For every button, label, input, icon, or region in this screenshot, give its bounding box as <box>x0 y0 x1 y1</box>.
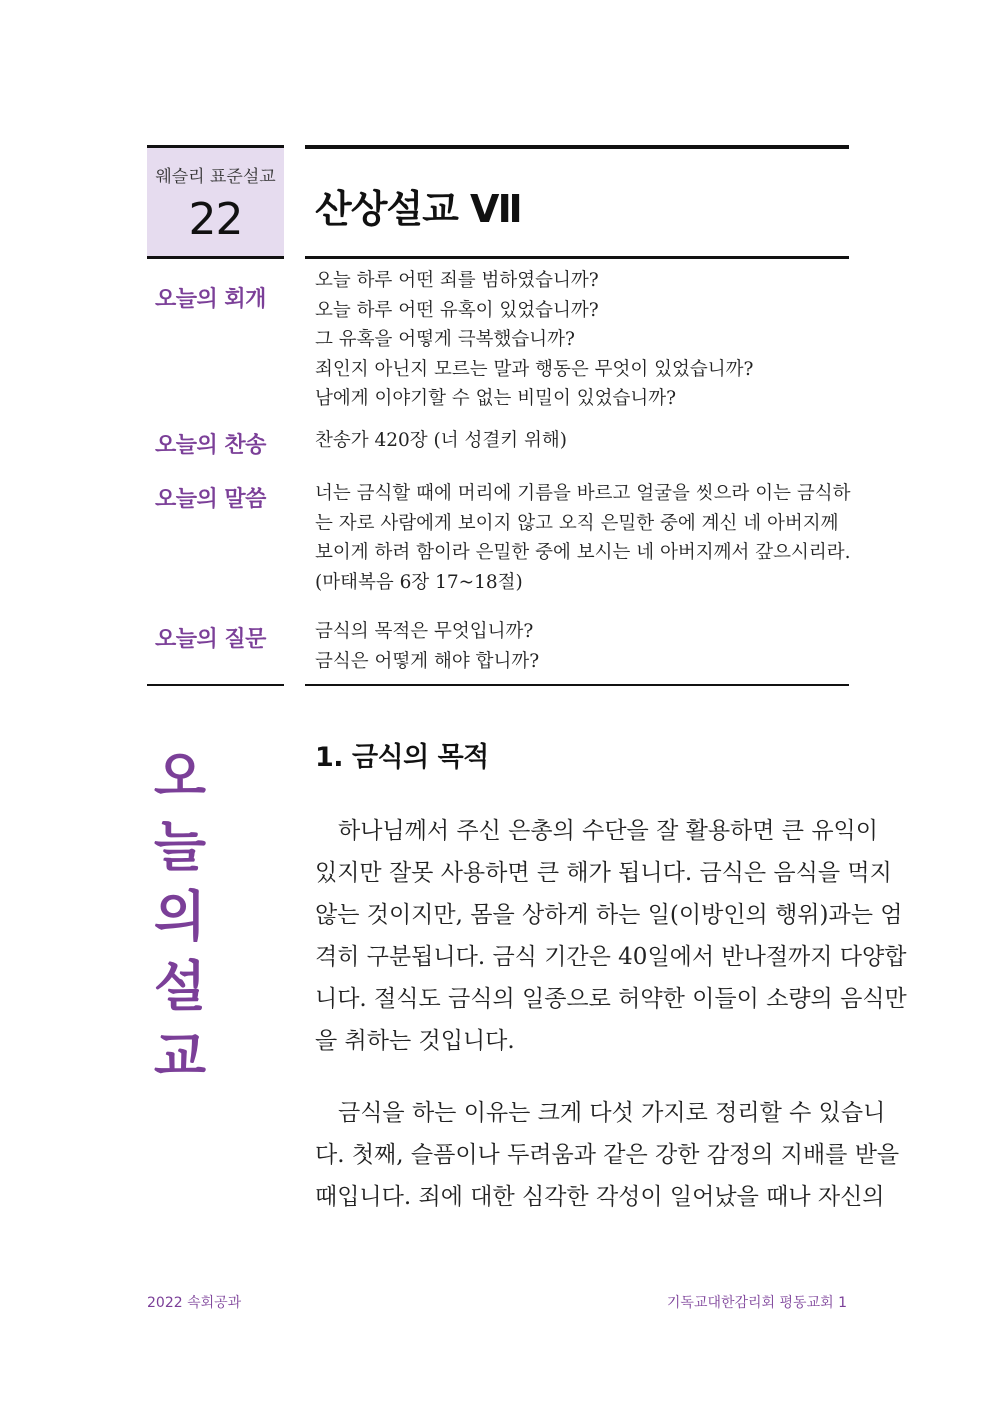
paragraph-line: 다. 첫째, 슬픔이나 두려움과 같은 강한 감정의 지배를 받을 <box>315 1142 900 1168</box>
series-number: 22 <box>188 194 243 245</box>
paragraph-line: 을 취하는 것입니다. <box>315 1028 515 1054</box>
page-title: 산상설교 Ⅶ <box>315 187 522 231</box>
paragraph-line: 하나님께서 주신 은총의 수단을 잘 활용하면 큰 유익이 <box>315 818 878 844</box>
series-label: 웨슬리 표준설교 <box>155 167 276 187</box>
header-rule-top <box>305 145 849 149</box>
word-line: (마태복음 6장 17~18절) <box>315 571 523 593</box>
vertical-title-char: 설 <box>153 955 207 1018</box>
hymn-text: 찬송가 420장 (너 성결키 위해) <box>315 430 567 451</box>
series-box <box>147 145 284 257</box>
header-rule-bottom <box>147 256 849 259</box>
word-line: 너는 금식할 때에 머리에 기름을 바르고 얼굴을 씻으라 이는 금식하 <box>315 483 851 504</box>
paragraph-line: 금식을 하는 이유는 크게 다섯 가지로 정리할 수 있습니 <box>315 1100 886 1126</box>
section-body-word <box>315 479 850 597</box>
footer-right: 기독교대한감리회 평동교회 1 <box>666 1295 847 1311</box>
repentance-line: 죄인지 아닌지 모르는 말과 행동은 무엇이 있었습니까? <box>315 358 754 380</box>
repentance-line: 오늘 하루 어떤 죄를 범하였습니까? <box>315 270 599 291</box>
word-line: 는 자로 사람에게 보이지 않고 오직 은밀한 중에 계신 네 아버지께 <box>315 512 839 534</box>
section-heading: 1. 금식의 목적 <box>315 742 489 773</box>
paragraph-1 <box>315 810 907 1062</box>
paragraph-line: 않는 것이지만, 몸을 상하게 하는 일(이방인의 행위)과는 엄 <box>315 902 903 928</box>
footer-left: 2022 속회공과 <box>147 1295 242 1311</box>
word-line: 보이게 하려 함이라 은밀한 중에 보시는 네 아버지께서 갚으시리라. <box>315 542 851 563</box>
paragraph-line: 때입니다. 죄에 대한 심각한 각성이 일어났을 때나 자신의 <box>315 1184 885 1210</box>
divider-left <box>147 684 284 686</box>
vertical-title-char: 의 <box>153 885 207 948</box>
vertical-title <box>150 742 210 1092</box>
question-line: 금식은 어떻게 해야 합니까? <box>315 650 540 672</box>
section-body-repentance <box>315 266 850 414</box>
section-body-question <box>315 617 850 676</box>
question-line: 금식의 목적은 무엇입니까? <box>315 621 534 642</box>
header-rule-gap <box>284 253 305 261</box>
section-label-repentance: 오늘의 회개 <box>155 287 266 312</box>
paragraph-2 <box>315 1092 900 1218</box>
repentance-line: 남에게 이야기할 수 없는 비밀이 있었습니까? <box>315 388 677 409</box>
repentance-line: 그 유혹을 어떻게 극복했습니까? <box>315 329 575 350</box>
vertical-title-char: 교 <box>153 1025 207 1088</box>
repentance-line: 오늘 하루 어떤 유혹이 있었습니까? <box>315 299 599 321</box>
paragraph-line: 격히 구분됩니다. 금식 기간은 40일에서 반나절까지 다양합 <box>315 944 907 970</box>
divider-right <box>305 684 849 686</box>
paragraph-line: 있지만 잘못 사용하면 큰 해가 됩니다. 금식은 음식을 먹지 <box>315 860 892 886</box>
vertical-title-char: 늘 <box>153 815 207 878</box>
section-label-hymn: 오늘의 찬송 <box>155 433 266 458</box>
paragraph-line: 니다. 절식도 금식의 일종으로 허약한 이들이 소량의 음식만 <box>315 986 907 1012</box>
section-label-question: 오늘의 질문 <box>155 627 266 652</box>
section-label-word: 오늘의 말씀 <box>155 487 266 512</box>
vertical-title-char: 오 <box>153 745 207 808</box>
section-body-hymn <box>315 426 850 456</box>
